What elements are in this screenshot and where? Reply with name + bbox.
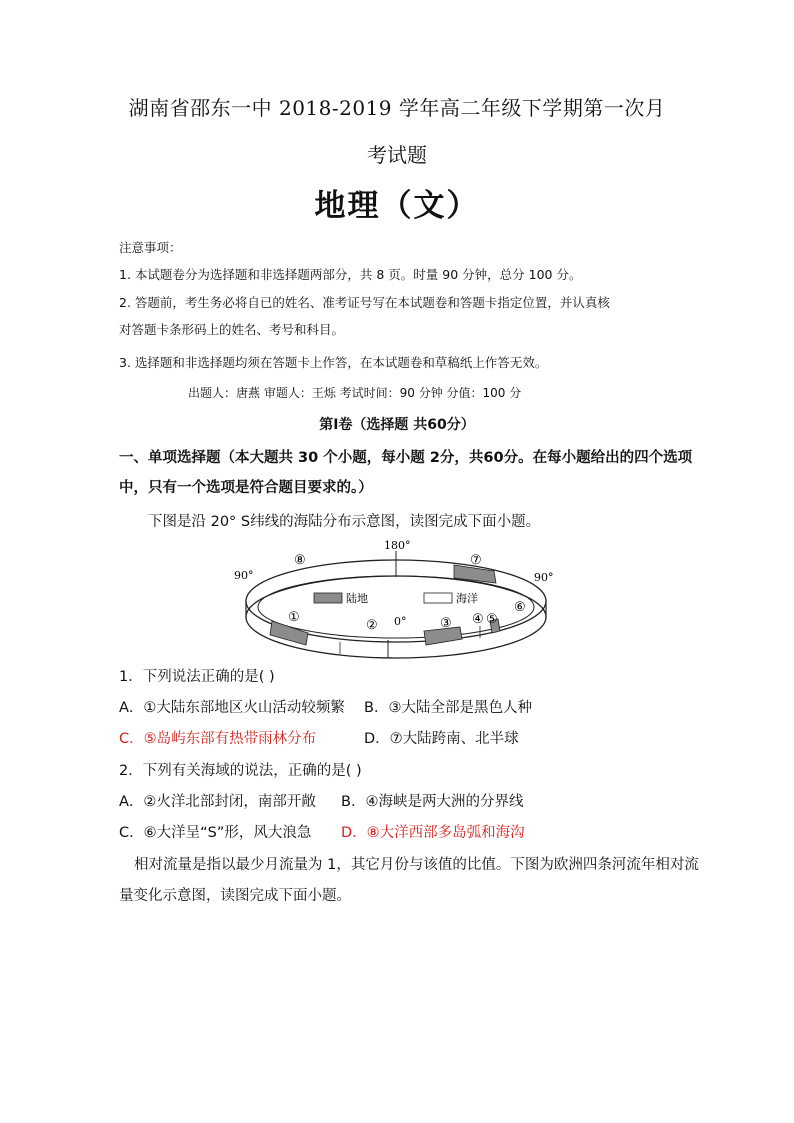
marker-6: ⑥ xyxy=(514,600,526,615)
land-sea-ring-figure xyxy=(228,537,564,663)
legend-sea-label: 海洋 xyxy=(456,592,478,605)
question-2-stem: 2．下列有关海域的说法，正确的是( ) xyxy=(119,763,362,779)
marker-5: ⑤ xyxy=(486,612,498,627)
question-1-option-d: D．⑦大陆跨南、北半球 xyxy=(364,731,519,747)
label-0: 0° xyxy=(394,615,407,628)
question-1-option-b: B．③大陆全部是黑色人种 xyxy=(364,700,532,716)
note-item-2-line1: 2. 答题前，考生务必将自已的姓名、准考证号写在本试题卷和答题卡指定位置，并认真核 xyxy=(119,295,610,310)
subject-title: 地理（文） xyxy=(314,188,480,224)
note-item-3: 3. 选择题和非选择题均须在答题卡上作答，在本试题卷和草稿纸上作答无效。 xyxy=(119,355,548,370)
question-2-option-b: B．④海峡是两大洲的分界线 xyxy=(341,794,524,810)
exam-title-line2: 考试题 xyxy=(367,143,427,167)
legend-sea-swatch xyxy=(424,593,452,603)
legend-land-label: 陆地 xyxy=(346,592,368,605)
question-1-option-a: A．①大陆东部地区火山活动较频繁 xyxy=(119,700,345,716)
marker-8: ⑧ xyxy=(294,553,306,568)
exam-title-line1: 湖南省邵东一中 2018-2019 学年高二年级下学期第一次月 xyxy=(128,96,666,120)
part1-instructions-line1: 一、单项选择题（本大题共 30 个小题，每小题 2分，共60分。在每小题给出的四个选项 xyxy=(119,450,693,466)
label-90-east: 90° xyxy=(534,571,554,584)
river-intro-line1: 相对流量是指以最少月流量为 1，其它月份与该值的比值。下图为欧洲四条河流年相对流 xyxy=(134,857,699,873)
part1-instructions-line2: 中，只有一个选项是符合题目要求的。） xyxy=(119,480,373,496)
marker-1: ① xyxy=(288,610,300,625)
section-title: 第Ⅰ卷（选择题 共60分） xyxy=(319,417,475,433)
marker-3: ③ xyxy=(440,616,452,631)
notes-heading: 注意事项： xyxy=(119,240,182,255)
marker-4: ④ xyxy=(472,612,484,627)
label-180: 180° xyxy=(384,539,411,552)
exam-meta: 出题人：唐燕 审题人：王烁 考试时间：90 分钟 分值：100 分 xyxy=(188,386,522,400)
river-intro-line2: 量变化示意图，读图完成下面小题。 xyxy=(119,888,351,904)
note-item-2-line2: 对答题卡条形码上的姓名、考号和科目。 xyxy=(119,322,345,337)
question-1-option-c: C．⑤岛屿东部有热带雨林分布 xyxy=(119,731,317,747)
marker-2: ② xyxy=(366,618,378,633)
question-2-option-d: D．⑧大洋西部多岛弧和海沟 xyxy=(341,825,525,841)
figure-intro: 下图是沿 20° S纬线的海陆分布示意图，读图完成下面小题。 xyxy=(148,514,541,530)
legend-land-swatch xyxy=(314,593,342,603)
note-item-1: 1. 本试题卷分为选择题和非选择题两部分，共 8 页。时量 90 分钟，总分 100 分。 xyxy=(119,267,582,282)
question-2-option-c: C．⑥大洋呈“S”形，风大浪急 xyxy=(119,825,312,841)
question-1-stem: 1．下列说法正确的是( ) xyxy=(119,669,275,685)
label-90-west: 90° xyxy=(234,569,254,582)
question-2-option-a: A．②火洋北部封闭，南部开敞 xyxy=(119,794,316,810)
marker-7: ⑦ xyxy=(470,553,482,568)
